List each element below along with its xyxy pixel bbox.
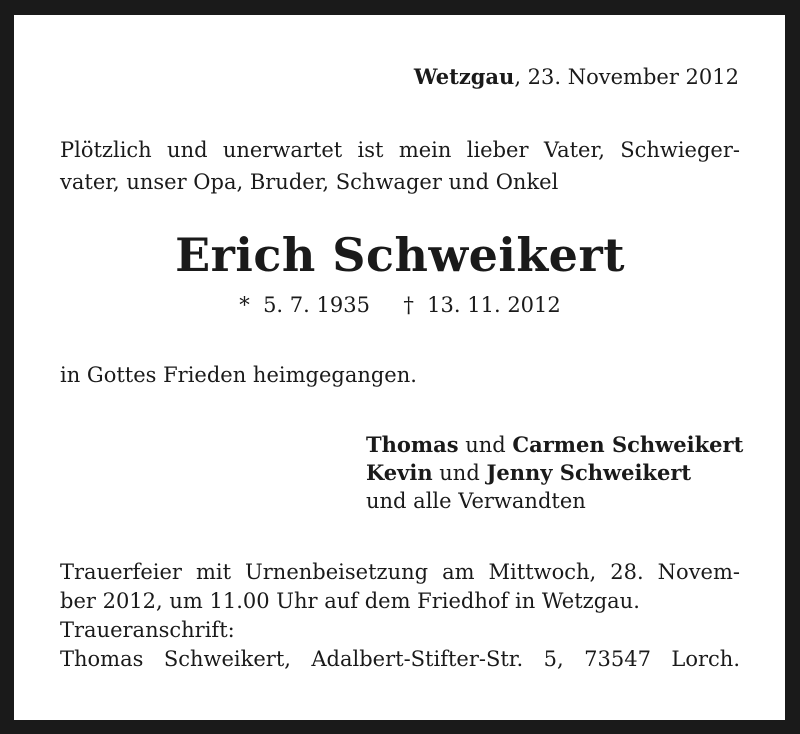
mourners: [366, 431, 743, 515]
place-date: [414, 64, 739, 89]
intro-text: [60, 134, 740, 198]
deceased-name: Erich Schweikert: [175, 228, 625, 282]
mourner-name: Carmen Schweikert: [512, 432, 744, 457]
conjunction: und: [432, 461, 487, 485]
intro-line-2: vater, unser Opa, Bruder, Schwager und Onkel: [60, 170, 559, 194]
farewell-text: in Gottes Frieden heimgegangen.: [60, 363, 417, 387]
date: , 23. November 2012: [514, 65, 739, 89]
service-line-2: ber 2012, um 11.00 Uhr auf dem Friedhof in Wetzgau.: [60, 589, 640, 613]
conjunction: und: [458, 433, 513, 457]
service-line-3: Traueranschrift:: [60, 618, 235, 642]
mourner-name: Kevin: [366, 460, 433, 485]
mourner-name: Thomas: [366, 432, 459, 457]
mourner-row: [366, 431, 743, 459]
life-dates: [0, 293, 800, 317]
birth-date: * 5. 7. 1935: [239, 293, 370, 317]
mourner-row: [366, 459, 743, 487]
service-line-1: Trauerfeier mit Urnenbeisetzung am Mittwoch, 28. Novem-: [60, 560, 740, 584]
mourner-row: und alle Verwandten: [366, 489, 586, 513]
place: Wetzgau: [413, 64, 515, 89]
service-line-4: Thomas Schweikert, Adalbert-Stifter-Str. 5, 73547 Lorch.: [60, 647, 740, 671]
death-date: † 13. 11. 2012: [403, 293, 561, 317]
service-info: [60, 558, 740, 674]
mourner-name: Jenny Schweikert: [486, 460, 692, 485]
intro-line-1: Plötzlich und unerwartet ist mein lieber Vater, Schwieger-: [60, 138, 740, 162]
